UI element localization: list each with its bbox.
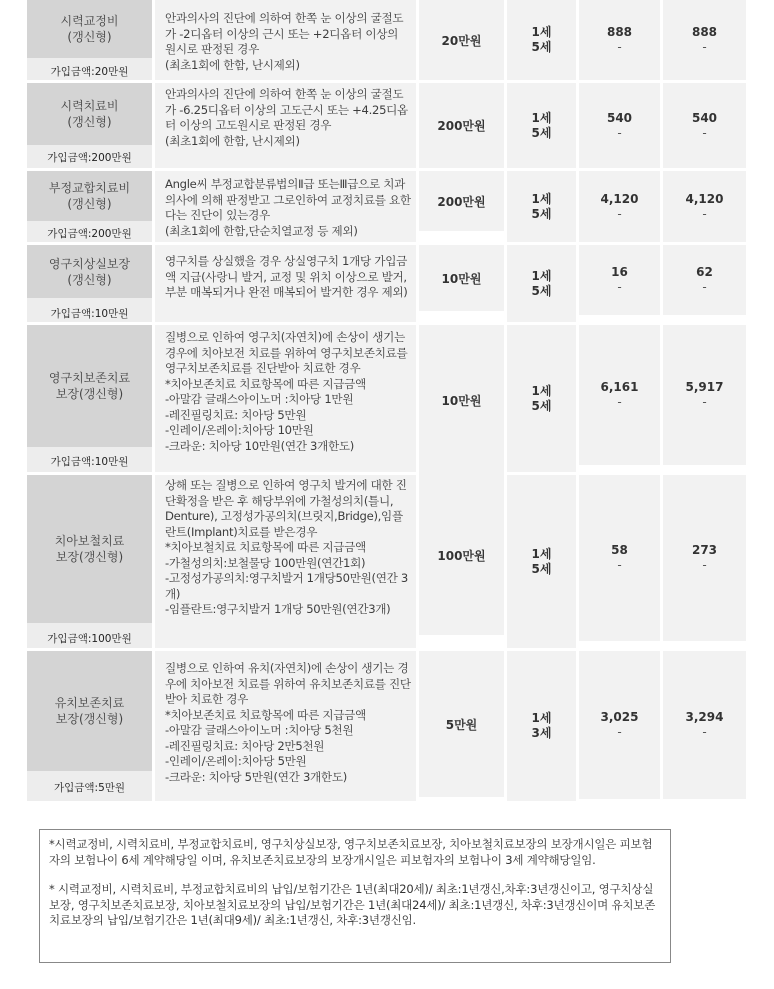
- age-min: 1세: [531, 268, 552, 283]
- premium-sub: -: [617, 125, 622, 140]
- premium-sub: -: [617, 558, 622, 572]
- age-range: [507, 83, 576, 168]
- age-max: 5세: [531, 125, 552, 140]
- premium-value: 888: [606, 25, 633, 39]
- age-range: [507, 245, 576, 322]
- premium-sub: -: [617, 206, 622, 221]
- premium-male: [579, 651, 660, 799]
- premium-sub: -: [617, 40, 622, 54]
- premium-sub: -: [702, 280, 707, 294]
- premium-male: [579, 325, 660, 465]
- premium-value: 6,161: [600, 380, 639, 394]
- premium-male: [579, 245, 660, 315]
- premium-value: 540: [606, 110, 633, 125]
- premium-value: 16: [611, 265, 628, 279]
- table-row: [27, 325, 746, 472]
- coverage-name: 영구치보존치료 보장(갱신형): [27, 325, 152, 447]
- premium-sub: -: [702, 395, 707, 409]
- premium-male: [579, 171, 660, 242]
- coverage-name-cell: [27, 245, 152, 322]
- coverage-description: 안과의사의 진단에 의하여 한쪽 눈 이상의 굴절도가 -6.25디옵터 이상의 고도근시 또는 +4.25디옵터 이상의 고도원시로 판정된 경우 (최초1회에 한함, 난시제외): [155, 83, 416, 168]
- age-range: [507, 651, 576, 801]
- coverage-name-cell: [27, 171, 152, 242]
- coverage-name-cell: [27, 0, 152, 80]
- coverage-name: 시력치료비 (갱신형): [27, 83, 152, 145]
- premium-sub: -: [702, 725, 707, 739]
- coverage-description: 상해 또는 질병으로 인하여 영구치 발거에 대한 진단확정을 받은 후 해당부위에 가철성의치(틀니, Denture), 고정성가공의치(브릿지,Bridge),임플란트(Implant)치료를 받은경우 *치아보철치료 치료항목에 따른 지급금액 -가철성의치:보철물당 100만원(연간1회) -고정성가공의치:영구치발거 1개당50만원(연간 3개) -임플란트:영구치발거 1개당 50만원(연간3개): [155, 475, 416, 648]
- premium-value: 540: [691, 110, 718, 125]
- age-min: 1세: [531, 546, 552, 561]
- benefit-amount: 10만원: [419, 245, 504, 311]
- premium-female: [663, 171, 746, 242]
- coverage-description: 질병으로 인하여 유치(자연치)에 손상이 생기는 경우에 치아보전 치료를 위하여 유치보존치료를 진단받아 치료한 경우 *치아보존치료 치료항목에 따른 지급금액 -아말감 글래스아이노머 :치아당 5천원 -레진필링치료: 치아당 2만5천원 -인레이/온레이:치아당 5만원 -크라운: 치아당 5만원(연간 3개한도): [155, 651, 416, 801]
- coverage-description: 질병으로 인하여 영구치(자연치)에 손상이 생기는 경우에 치아보전 치료를 위하여 영구치보존치료를 영구치보존치료를 진단받아 치료한 경우 *치아보존치료 치료항목에 따른 지급금액 -아말감 글래스아이노머 :치아당 1만원 -레진필링치료: 치아당 5만원 -인레이/온레이:치아당 10만원 -크라운: 치아당 10만원(연간 3개한도): [155, 325, 416, 472]
- premium-female: [663, 651, 746, 799]
- coverage-amount-label: 가입금액:200만원: [47, 152, 132, 164]
- table-row: [27, 171, 746, 242]
- age-range: [507, 0, 576, 80]
- coverage-name-cell: [27, 83, 152, 168]
- age-min: 1세: [531, 25, 552, 39]
- age-max: 5세: [531, 283, 552, 298]
- coverage-name: 시력교정비 (갱신형): [27, 0, 152, 58]
- coverage-amount-label: 가입금액:100만원: [47, 633, 132, 645]
- benefit-amount: 200만원: [419, 171, 504, 231]
- age-min: 1세: [531, 383, 552, 398]
- notes-box: [39, 829, 671, 963]
- premium-female: [663, 475, 746, 641]
- note-paragraph: *시력교정비, 시력치료비, 부정교합치료비, 영구치상실보장, 영구치보존치료보장, 치아보철치료보장의 보장개시일은 피보험자의 보험나이 6세 계약해당일 이며, 유치보존치료보장의 보장개시일은 피보험자의 보험나이 3세 계약해당일임.: [49, 837, 653, 867]
- premium-male: [579, 475, 660, 641]
- premium-value: 3,025: [600, 710, 639, 724]
- premium-value: 62: [696, 265, 713, 279]
- benefit-amount: 100만원: [419, 475, 504, 635]
- table-row: [27, 475, 746, 648]
- coverage-description: 안과의사의 진단에 의하여 한쪽 눈 이상의 굴절도가 -2디옵터 이상의 근시 또는 +2디옵터 이상의 원시로 판정된 경우 (최초1회에 한함, 난시제외): [155, 0, 416, 80]
- coverage-name: 유치보존치료 보장(갱신형): [27, 651, 152, 771]
- coverage-amount-label: 가입금액:5만원: [53, 782, 126, 794]
- benefit-amount: 20만원: [419, 0, 504, 80]
- coverage-amount-label: 가입금액:10만원: [50, 308, 129, 320]
- premium-value: 58: [611, 543, 628, 557]
- coverage-amount-label: 가입금액:200만원: [47, 228, 132, 240]
- table-row: [27, 83, 746, 168]
- coverage-name-cell: [27, 325, 152, 472]
- coverage-name-cell: [27, 475, 152, 648]
- premium-sub: -: [702, 40, 707, 54]
- premium-value: 4,120: [685, 191, 724, 206]
- premium-female: [663, 0, 746, 80]
- note-paragraph: * 시력교정비, 시력치료비, 부정교합치료비의 납입/보험기간은 1년(최대20세)/ 최초:1년갱신,차후:3년갱신이고, 영구치상실보장, 영구치보존치료보장, 치아보철치료보장의 납입/보험기간은 1년(최대24세)/ 최초:1년갱신, 차후:3년갱신이며 유치보존치료보장의 납입/보험기간은 1년(최대9세)/ 최초:1년갱신, 차후:3년갱신임.: [49, 882, 656, 927]
- premium-sub: -: [617, 280, 622, 294]
- coverage-description: Angle씨 부정교합분류법의Ⅱ급 또는Ⅲ급으로 치과의사에 의해 판정받고 그로인하여 교정치료를 요한다는 진단이 있는경우 (최초1회에 한함,단순치열교정 등 제외): [155, 171, 416, 242]
- premium-sub: -: [702, 125, 707, 140]
- age-max: 5세: [531, 561, 552, 576]
- age-range: [507, 475, 576, 648]
- age-range: [507, 171, 576, 242]
- coverage-amount-label: 가입금액:20만원: [50, 66, 129, 78]
- age-min: 1세: [531, 191, 552, 206]
- benefit-amount: 5만원: [419, 651, 504, 797]
- premium-value: 3,294: [685, 710, 724, 724]
- coverage-name: 부정교합치료비 (갱신형): [27, 171, 152, 221]
- coverage-name-cell: [27, 651, 152, 801]
- premium-sub: -: [702, 558, 707, 572]
- age-max: 5세: [531, 398, 552, 413]
- premium-female: [663, 325, 746, 465]
- premium-female: [663, 245, 746, 315]
- age-min: 1세: [531, 110, 552, 125]
- premium-sub: -: [617, 725, 622, 739]
- premium-value: 4,120: [600, 191, 639, 206]
- age-max: 3세: [531, 726, 552, 740]
- coverage-name: 치아보철치료 보장(갱신형): [27, 475, 152, 623]
- premium-sub: -: [702, 206, 707, 221]
- premium-male: [579, 83, 660, 168]
- benefit-amount: 10만원: [419, 325, 504, 475]
- age-min: 1세: [531, 711, 552, 725]
- table-row: [27, 0, 746, 80]
- age-max: 5세: [531, 40, 552, 54]
- premium-value: 5,917: [685, 380, 724, 394]
- premium-female: [663, 83, 746, 168]
- table-row: [27, 245, 746, 322]
- premium-value: 888: [691, 25, 718, 39]
- age-max: 5세: [531, 206, 552, 221]
- benefit-amount: 200만원: [419, 83, 504, 168]
- coverage-amount-label: 가입금액:10만원: [50, 456, 129, 468]
- coverage-description: 영구치를 상실했을 경우 상실영구치 1개당 가입금액 지급(사랑니 발거, 교정 및 위치 이상으로 발거, 부분 매복되거나 완전 매복되어 발거한 경우 제외): [155, 245, 416, 322]
- premium-male: [579, 0, 660, 80]
- table-row: [27, 651, 746, 801]
- premium-sub: -: [617, 395, 622, 409]
- premium-value: 273: [691, 543, 718, 557]
- coverage-name: 영구치상실보장 (갱신형): [27, 245, 152, 298]
- age-range: [507, 325, 576, 472]
